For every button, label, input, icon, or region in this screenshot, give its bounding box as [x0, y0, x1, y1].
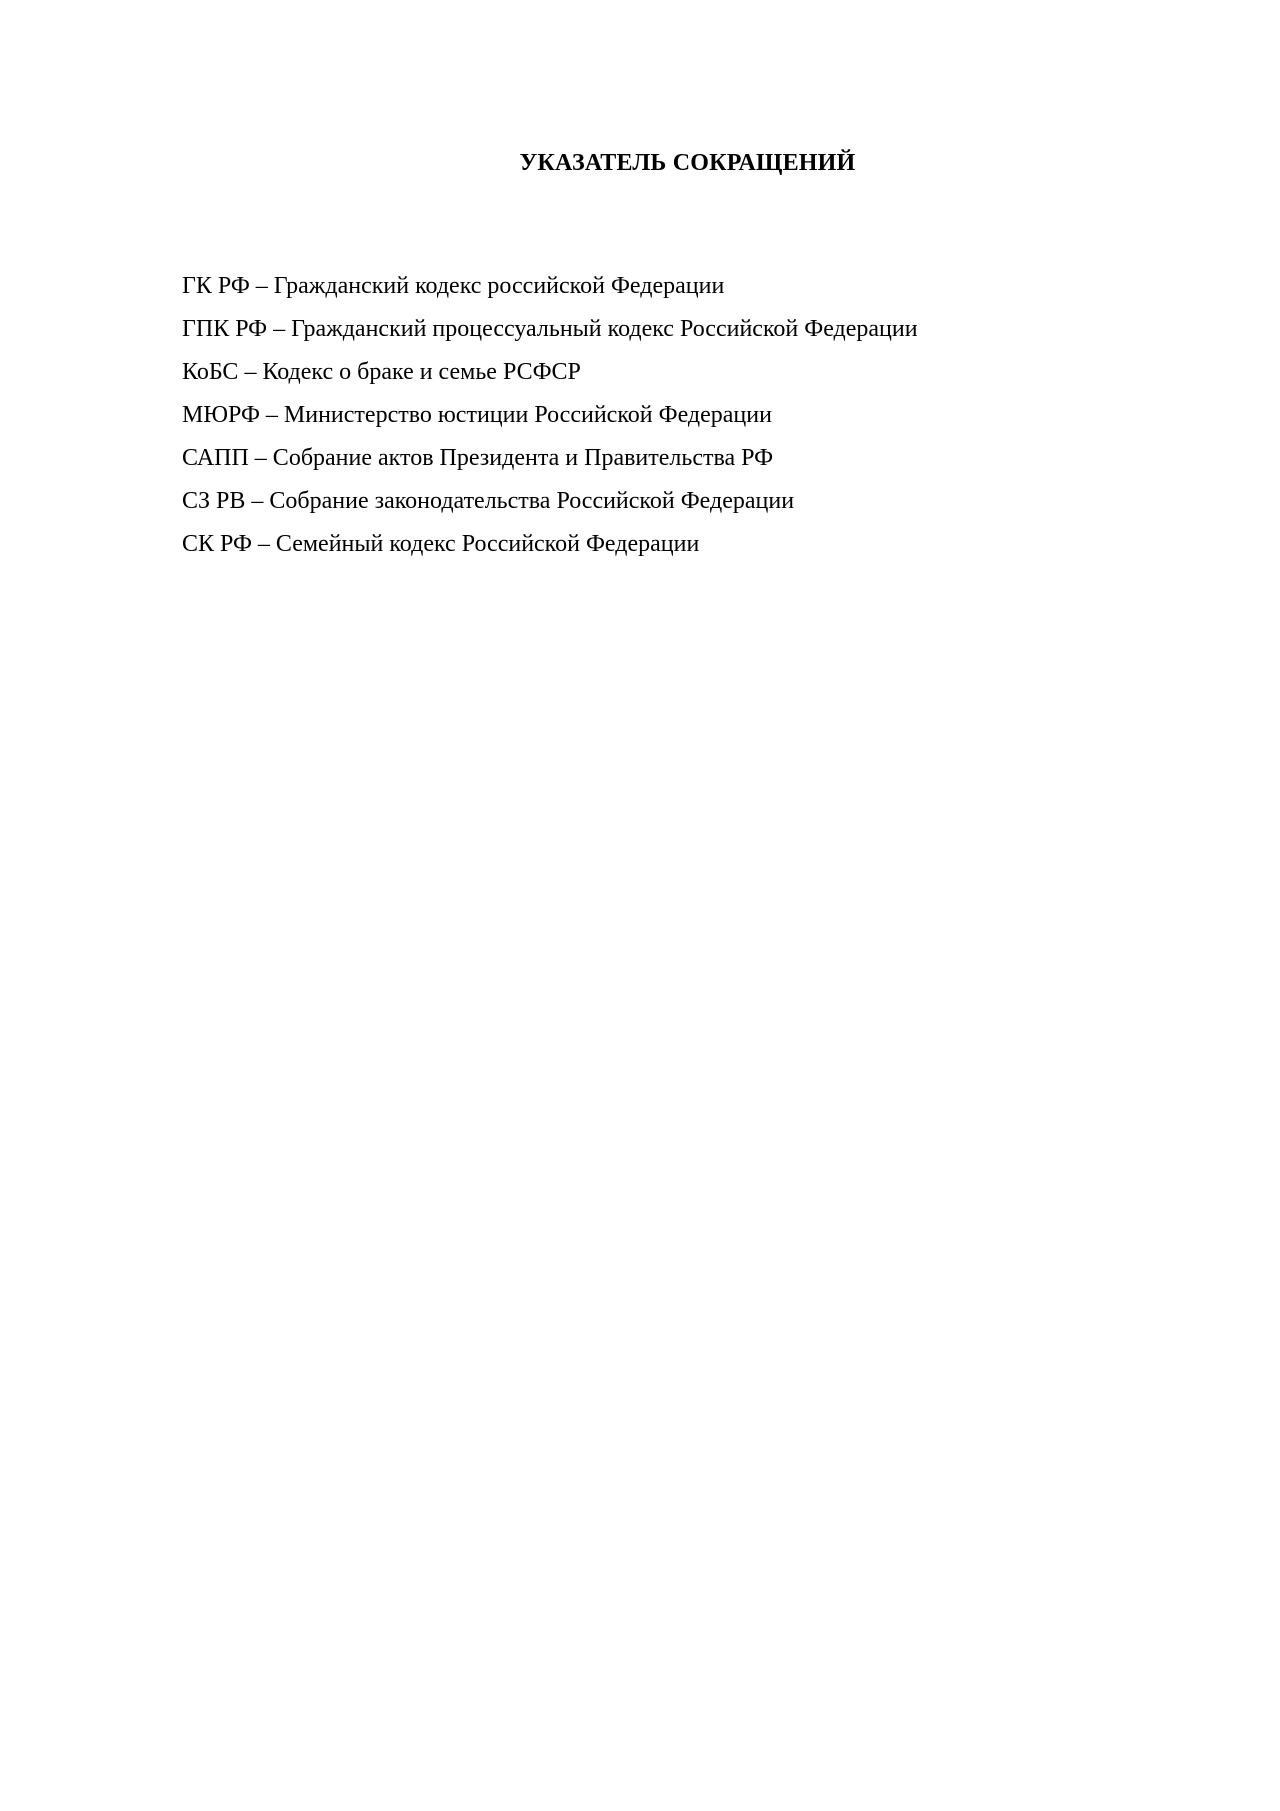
abbreviation-item: КоБС – Кодекс о браке и семье РСФСР	[182, 359, 581, 385]
abbreviation-item: СК РФ – Семейный кодекс Российской Федерации	[182, 531, 700, 557]
page-title: УКАЗАТЕЛЬ СОКРАЩЕНИЙ	[519, 150, 856, 176]
abbreviation-item: СЗ РВ – Собрание законодательства Российской Федерации	[182, 488, 795, 514]
abbreviation-item: САПП – Собрание актов Президента и Правительства РФ	[182, 445, 774, 471]
abbreviation-list	[182, 265, 918, 566]
abbreviation-item: МЮРФ – Министерство юстиции Российской Федерации	[182, 402, 772, 428]
abbreviation-item: ГК РФ – Гражданский кодекс российской Федерации	[182, 273, 725, 299]
abbreviation-item: ГПК РФ – Гражданский процессуальный кодекс Российской Федерации	[182, 316, 918, 342]
